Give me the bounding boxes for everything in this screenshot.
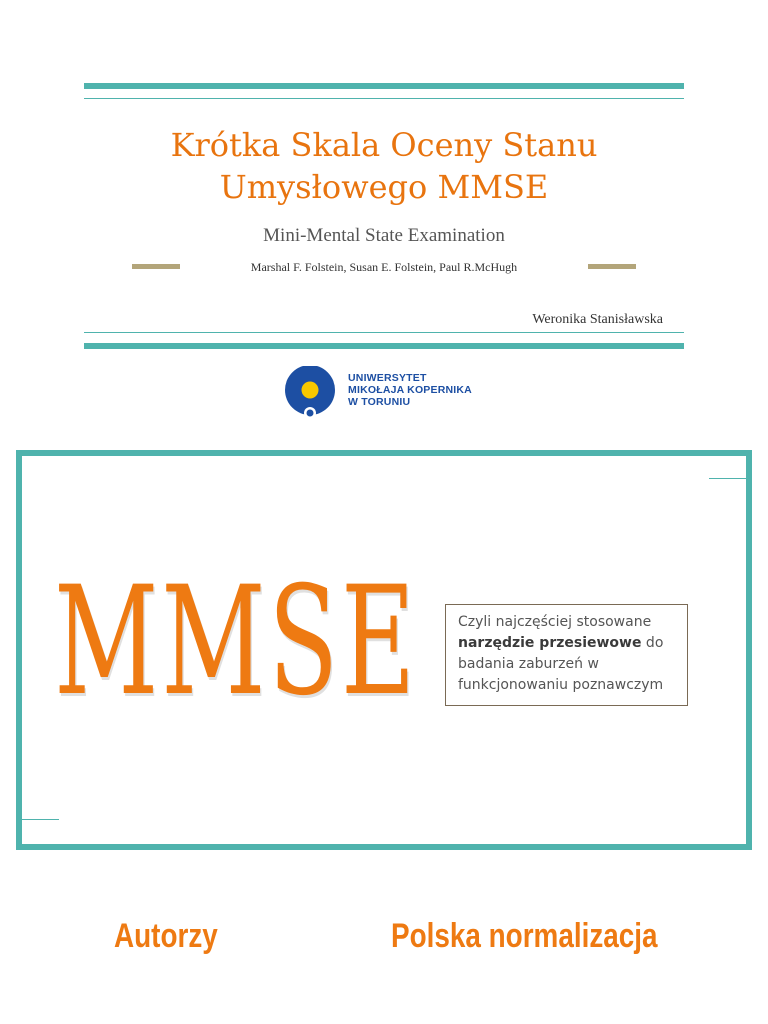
title-line-2: Umysłowego MMSE	[219, 168, 549, 206]
top-thick-rule	[84, 83, 684, 89]
callout-text-bold: narzędzie przesiewowe	[458, 635, 642, 651]
heading-polish-normalization: Polska normalizacja	[391, 917, 658, 955]
authors-line: Marshal F. Folstein, Susan E. Folstein, Paul R.McHugh	[250, 260, 518, 274]
university-name	[348, 372, 472, 408]
right-accent-dash	[588, 264, 636, 269]
mmse-big-title: MMSE	[54, 555, 419, 729]
presenter-name: Weronika Stanisławska	[532, 312, 663, 327]
bottom-thin-rule	[84, 332, 684, 333]
title-line-1: Krótka Skala Oceny Stanu	[170, 126, 598, 164]
top-thin-rule	[84, 98, 684, 99]
slide-title	[84, 124, 684, 208]
definition-callout	[445, 604, 688, 706]
callout-text-end: do badania zaburzeń w funkcjonowaniu poznawczym	[458, 635, 664, 693]
heading-authors: Autorzy	[114, 917, 218, 955]
bottom-thick-rule	[84, 343, 684, 349]
logo-line-3: W TORUNIU	[348, 396, 411, 408]
frame-corner-line-top	[709, 478, 747, 479]
university-logo	[284, 366, 484, 420]
logo-line-1: UNIWERSYTET	[348, 372, 427, 384]
frame-corner-line-bottom	[21, 819, 59, 820]
university-emblem-icon	[284, 366, 340, 422]
slide-subtitle: Mini-Mental State Examination	[263, 225, 505, 246]
logo-line-2: MIKOŁAJA KOPERNIKA	[348, 384, 472, 396]
callout-text-start: Czyli najczęściej stosowane	[458, 614, 652, 630]
